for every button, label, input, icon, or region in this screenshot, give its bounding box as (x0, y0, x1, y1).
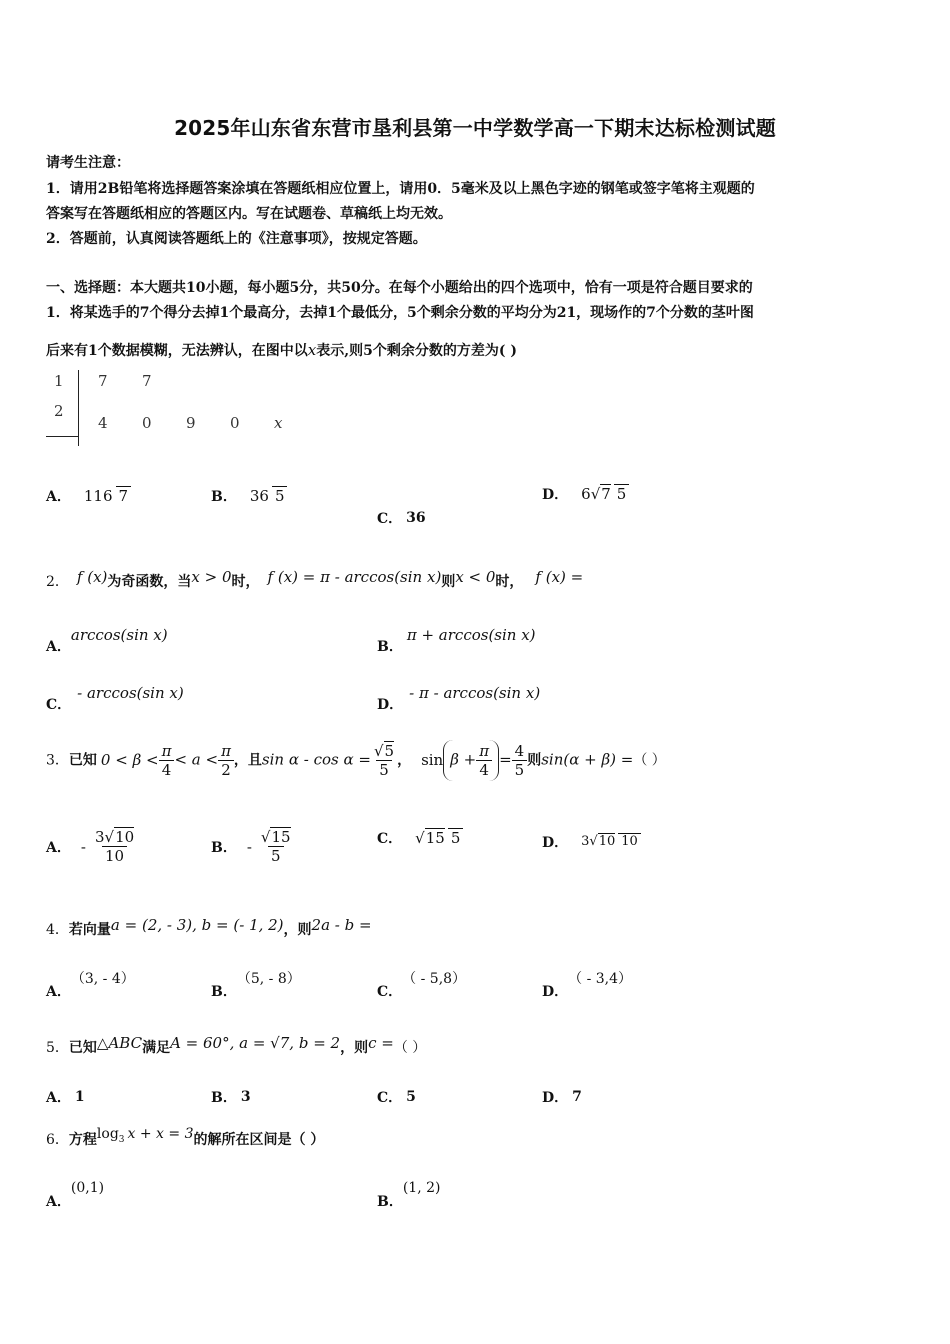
stem-1: 1 (54, 372, 64, 390)
q2-stem: 2． f (x)为奇函数，当x > 0时， f (x) = π - arccos(sin x)则x < 0时， f (x) = (46, 568, 584, 590)
q1-option-a[interactable]: A． 116 7 (46, 486, 131, 506)
page-title: 2025年山东省东营市垦利县第一中学数学高一下期末达标检测试题 (174, 116, 776, 140)
q5-option-d[interactable]: D． 7 (542, 1089, 582, 1106)
q2-option-c[interactable]: C．- arccos(sin x) (46, 684, 184, 713)
q3-option-b[interactable]: B． - $\frac{√15}{5}$ (211, 828, 291, 865)
leaf-2a: 4 (98, 414, 108, 432)
section-heading: 一、选择题：本大题共10小题，每小题5分，共50分。在每个小题给出的四个选项中，恰有一项是符合题目要求的 (46, 280, 753, 296)
notice-heading: 请考生注意： (46, 155, 130, 171)
q1-option-d[interactable]: D． 6√7 5 (542, 484, 629, 504)
stem-underline (46, 436, 78, 437)
q4-stem: 4．若向量a = (2, - 3), b = (- 1, 2)，则2a - b = (46, 916, 372, 938)
q4-option-a[interactable]: A．（3, - 4） (46, 971, 135, 1000)
stem-2: 2 (54, 402, 64, 420)
q6-option-a[interactable]: A．(0,1) (46, 1180, 105, 1210)
q4-option-d[interactable]: D．（ - 3,4） (542, 971, 633, 1000)
leaf-1a: 7 (98, 372, 108, 390)
q5-option-a[interactable]: A． 1 (46, 1089, 85, 1106)
leaf-2c: 9 (186, 414, 196, 432)
leaf-2b: 0 (142, 414, 152, 432)
q2-option-a[interactable]: A．arccos(sin x) (46, 626, 168, 655)
q1-option-c[interactable]: C． 36 (377, 510, 426, 527)
q4-option-b[interactable]: B．（5, - 8） (211, 971, 301, 1000)
q1-text-b: 表示,则5个剩余分数的方差为( ) (316, 343, 517, 359)
notice-item-1a: 1．请用2B铅笔将选择题答案涂填在答题纸相应位置上，请用0．5毫米及以上黑色字迹的钢笔或签字笔将主观题的 (46, 181, 755, 197)
q2-option-b[interactable]: B．π + arccos(sin x) (377, 626, 536, 655)
leaf-2d: 0 (230, 414, 240, 432)
q6-stem: 6．方程$\log_3 x + x = 3$的解所在区间是（ ） (46, 1126, 325, 1148)
leaf-2e: x (274, 414, 283, 432)
q2-option-d[interactable]: D．- π - arccos(sin x) (377, 684, 541, 713)
notice-item-1b: 答案写在答题纸相应的答题区内。写在试题卷、草稿纸上均无效。 (46, 206, 452, 222)
q1-text-a: 后来有1个数据模糊，无法辨认，在图中以 (46, 343, 308, 359)
q3-option-d[interactable]: D． 3√10 10 (542, 832, 641, 852)
q6-option-b[interactable]: B．(1, 2) (377, 1180, 441, 1210)
q1-stem-line2 (46, 340, 904, 360)
notice-item-2: 2．答题前，认真阅读答题纸上的《注意事项》，按规定答题。 (46, 231, 427, 247)
q5-option-c[interactable]: C． 5 (377, 1089, 416, 1106)
q1-option-b[interactable]: B． 36 5 (211, 486, 287, 506)
q1-var-x: x (307, 341, 317, 359)
q5-stem: 5．已知△ABC满足A = 60°, a = √7, b = 2，则c =（ ） (46, 1034, 427, 1056)
leaf-1b: 7 (142, 372, 152, 390)
stem-divider (78, 370, 79, 446)
q5-option-b[interactable]: B． 3 (211, 1089, 251, 1106)
stem-leaf-plot (46, 366, 306, 450)
q3-option-a[interactable]: A． - $\frac{3√10}{10}$ (46, 828, 135, 865)
q3-option-c[interactable]: C． √15 5 (377, 828, 463, 848)
q1-stem-line1: 1．将某选手的7个得分去掉1个最高分，去掉1个最低分，5个剩余分数的平均分为21，现场作的7个分数的茎叶图 (46, 305, 754, 321)
q4-option-c[interactable]: C．（ - 5,8） (377, 971, 467, 1000)
q3-stem: 3．已知 0 < β < $\frac{\pi}{4}$ < a < $\frac{\pi}{2}$ ，且sin α - cos α = $\frac{√5}{5}$ ， sin β + $\frac{\pi}{4}$ = $\frac{4}{5}$ 则sin(α + β) =（ ） (46, 742, 666, 779)
